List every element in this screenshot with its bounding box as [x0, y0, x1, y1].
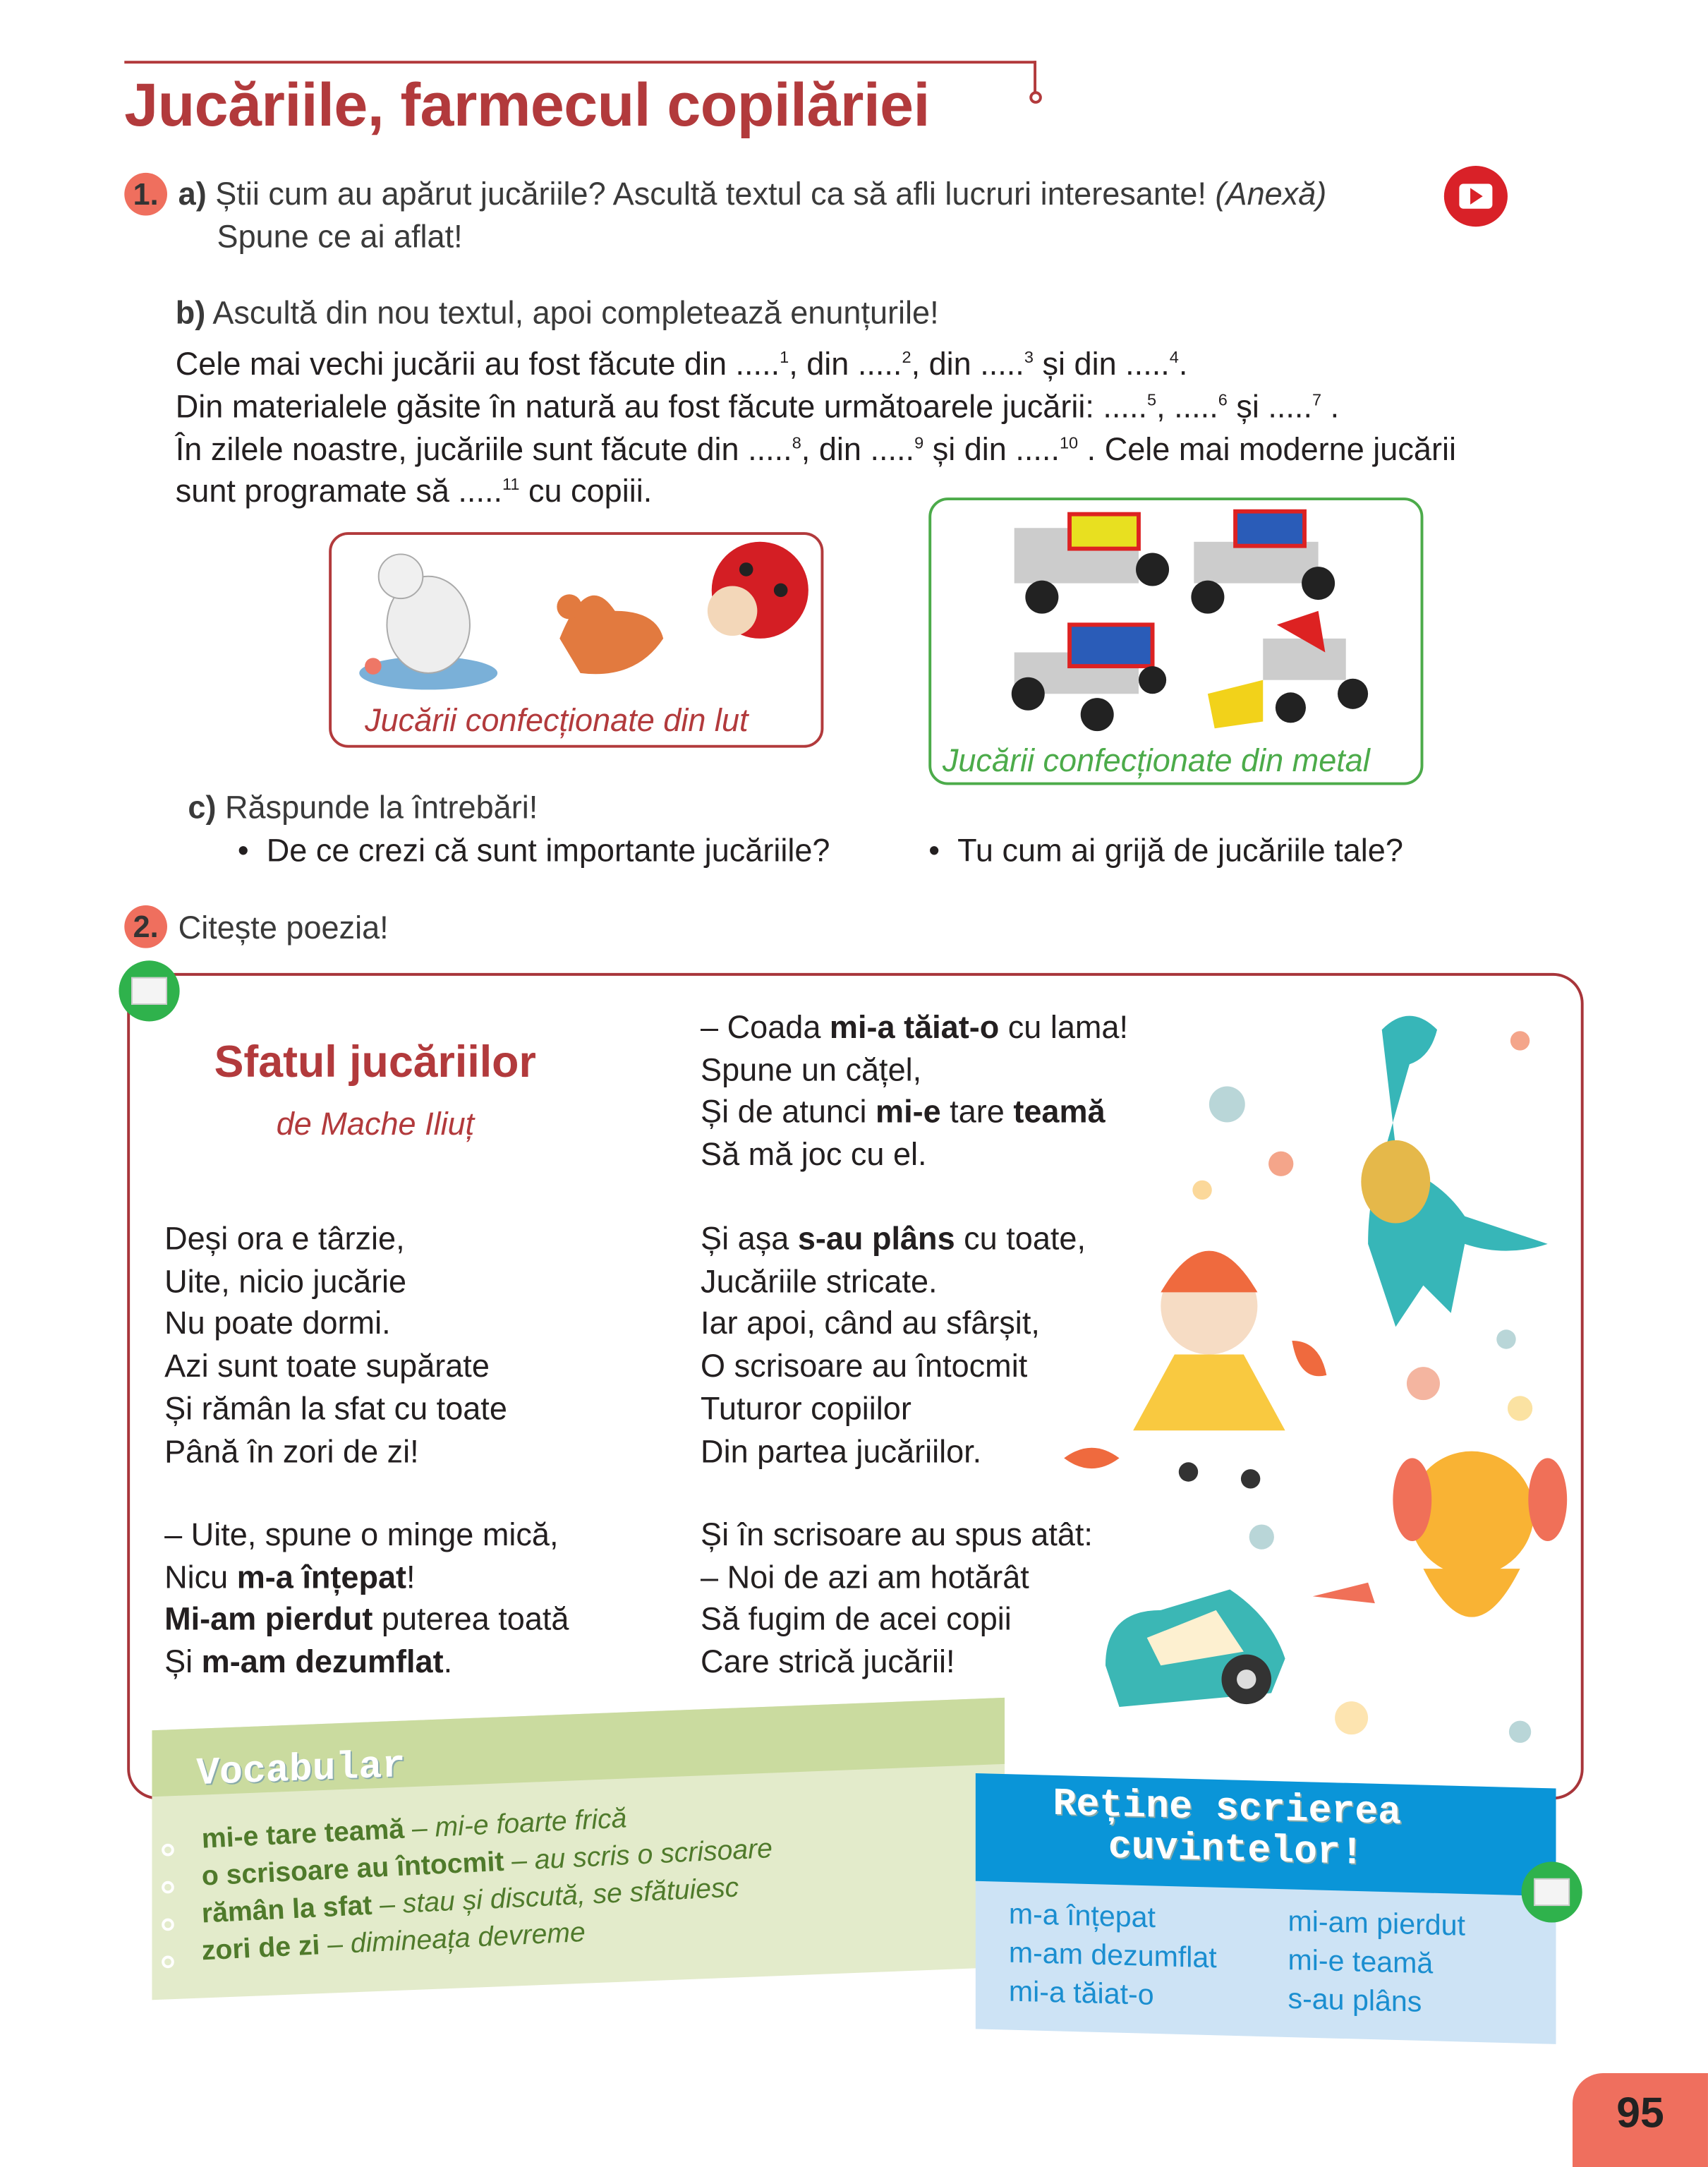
dash: – — [371, 1889, 404, 1921]
bullet-ring-icon — [162, 1956, 174, 1969]
text-segment: . — [1321, 388, 1340, 425]
blank-number: 11 — [502, 474, 520, 494]
text-segment: cu lama! — [999, 1008, 1129, 1045]
bold-phrase: mi-e — [876, 1094, 941, 1130]
exercise-1b-text: b) Ascultă din nou textul, apoi completează enunțurile! — [175, 294, 939, 331]
text-segment: tare — [940, 1094, 1014, 1130]
text-segment: Azi sunt toate supărate — [164, 1347, 490, 1384]
text-segment: Din partea jucăriilor. — [701, 1432, 982, 1469]
vocab-term: mi-e tare teamă — [200, 1814, 406, 1855]
text-segment: În zilele noastre, jucăriile sunt făcute din ..... — [175, 431, 792, 468]
blank-number: 3 — [1024, 347, 1034, 367]
play-audio-button[interactable] — [1444, 166, 1508, 227]
exercise-1c-text: c) Răspunde la întrebări! — [188, 789, 538, 826]
vocab-definition: mi-e foarte frică — [434, 1804, 628, 1844]
sentence-line — [176, 431, 1456, 469]
text-segment: Să fugim de acei copii — [701, 1600, 1012, 1637]
dash: – — [319, 1928, 351, 1962]
poem-line — [164, 1641, 452, 1683]
poem-line — [701, 1303, 1040, 1345]
metal-toys-caption: Jucării confecționate din metal — [942, 742, 1370, 778]
sentence-line — [176, 388, 1339, 425]
poem-line — [164, 1598, 569, 1641]
text-segment: Cele mai vechi jucării au fost făcute din ..... — [175, 345, 780, 382]
vocab-definition: dimineața devreme — [349, 1917, 586, 1960]
text-segment: – Uite, spune o minge mică, — [164, 1516, 559, 1552]
bold-phrase: Mi-am pierdut — [164, 1600, 373, 1637]
exercise-1-badge: 1. — [124, 173, 167, 216]
book-icon — [119, 960, 179, 1021]
text-segment: . — [1178, 345, 1188, 382]
text-segment: Uite, nicio jucărie — [164, 1262, 407, 1299]
text-segment: și din ..... — [923, 431, 1060, 468]
dash: – — [503, 1845, 535, 1878]
title-rule-dot — [1029, 91, 1042, 104]
vocab-definition: au scris o scrisoare — [533, 1833, 773, 1876]
exercise-1a-line2: Spune ce ai aflat! — [217, 218, 463, 255]
poem-line — [701, 1133, 927, 1176]
text-segment: – Coada — [701, 1008, 830, 1045]
spelling-word: m-am dezumflat — [1008, 1937, 1217, 1975]
text-segment: și din ..... — [1033, 345, 1170, 382]
text-segment: , din ..... — [801, 431, 915, 468]
toys-illustration — [1050, 988, 1575, 1762]
bullet-ring-icon — [162, 1919, 174, 1931]
poem-line — [701, 1598, 1012, 1641]
bold-phrase: s-au plâns — [797, 1220, 955, 1257]
exercise-2-text: Citește poezia! — [178, 909, 389, 946]
text-segment: Spune un cățel, — [701, 1051, 922, 1087]
clay-toys-caption: Jucării confecționate din lut — [365, 702, 749, 738]
metal-toys-image — [931, 500, 1420, 735]
blank-number: 1 — [780, 347, 789, 367]
poem-line — [164, 1430, 419, 1472]
text-segment: – Noi de azi am hotărât — [701, 1558, 1029, 1595]
spelling-word: mi-e teamă — [1288, 1944, 1434, 1981]
poem-line — [701, 1260, 937, 1303]
text-segment: , din ..... — [789, 345, 902, 382]
question-1: • De ce crezi că sunt importante jucăriile? — [237, 832, 830, 869]
poem-line — [164, 1303, 391, 1345]
metal-toys-box — [928, 497, 1423, 785]
poem-line — [164, 1345, 490, 1387]
text-segment: puterea toată — [373, 1600, 569, 1637]
text-segment: cu copiii. — [519, 472, 653, 509]
vocab-term: zori de zi — [200, 1930, 321, 1967]
poem-line — [164, 1556, 415, 1598]
spelling-word: m-a înțepat — [1008, 1898, 1156, 1935]
blank-number: 10 — [1059, 433, 1079, 453]
text-segment: , ..... — [1156, 388, 1218, 425]
spelling-word: mi-am pierdut — [1288, 1905, 1465, 1943]
question-2: • Tu cum ai grijă de jucăriile tale? — [928, 832, 1403, 869]
blank-number: 6 — [1218, 390, 1228, 410]
bold-phrase: m-am dezumflat — [201, 1643, 444, 1680]
blank-number: 2 — [902, 347, 911, 367]
spelling-title-line1: Reține scrierea — [1053, 1783, 1402, 1836]
text-segment: Care strică jucării! — [701, 1643, 955, 1680]
poem-line — [164, 1514, 558, 1556]
poem-line — [701, 1430, 981, 1472]
spelling-title-line2: cuvintelor! — [1108, 1826, 1364, 1876]
text-segment: Tuturor copiilor — [701, 1390, 911, 1426]
poem-line — [701, 1514, 1093, 1556]
poem-line — [701, 1345, 1027, 1387]
page-number: 95 — [1573, 2073, 1708, 2167]
spelling-word: mi-a tăiat-o — [1008, 1976, 1154, 2012]
text-segment: Să mă joc cu el. — [701, 1136, 927, 1173]
exercise-1a-text: a) Știi cum au apărut jucăriile? Ascultă textul ca să afli lucruri interesante! (Anexă) — [178, 175, 1327, 212]
text-segment: cu toate, — [955, 1220, 1086, 1257]
text-segment: și ..... — [1227, 388, 1312, 425]
blank-number: 5 — [1146, 390, 1157, 410]
vocabulary-title: Vocabular — [196, 1745, 406, 1797]
book-icon — [1522, 1861, 1582, 1922]
text-segment: Și așa — [701, 1220, 798, 1257]
vocab-term: o scrisoare au întocmit — [200, 1847, 505, 1893]
text-segment: . — [443, 1643, 453, 1680]
blank-number: 9 — [914, 433, 924, 453]
spelling-word: s-au plâns — [1288, 1983, 1422, 2019]
text-segment: Nicu — [164, 1558, 237, 1595]
poem-line — [701, 1049, 921, 1091]
text-segment: Iar apoi, când au sfârșit, — [701, 1305, 1040, 1341]
poem-line — [701, 1641, 955, 1683]
text-segment: Până în zori de zi! — [164, 1432, 419, 1469]
poem-line — [701, 1556, 1029, 1598]
poem-line — [164, 1387, 507, 1430]
vocab-term: rămân la sfat — [200, 1890, 373, 1930]
poem-line — [164, 1260, 406, 1303]
vocab-definition: stau și discută, se sfătuiesc — [401, 1873, 740, 1920]
spelling-panel — [976, 1773, 1556, 2044]
text-segment: Și rămân la sfat cu toate — [164, 1390, 507, 1426]
play-icon — [1459, 184, 1492, 209]
sentence-line — [176, 473, 652, 510]
blank-number: 7 — [1312, 390, 1322, 410]
text-segment: Din materialele găsite în natură au fost făcute următoarele jucării: ..... — [175, 388, 1147, 425]
text-segment: Deși ora e târzie, — [164, 1220, 405, 1257]
poem-line — [701, 1387, 911, 1430]
sentence-line — [176, 346, 1188, 383]
text-segment: O scrisoare au întocmit — [701, 1347, 1028, 1384]
text-segment: sunt programate să ..... — [175, 472, 503, 509]
bold-phrase: mi-a tăiat-o — [829, 1008, 1000, 1045]
page-title: Jucăriile, farmecul copilăriei — [124, 71, 930, 140]
poem-author: de Mache Iliuț — [276, 1105, 475, 1142]
text-segment: Și — [164, 1643, 202, 1680]
text-segment: Nu poate dormi. — [164, 1305, 391, 1341]
poem-title: Sfatul jucăriilor — [214, 1037, 536, 1087]
clay-toys-image — [332, 535, 820, 701]
poem-line — [164, 1218, 405, 1260]
text-segment: Și de atunci — [701, 1094, 876, 1130]
text-segment: Și în scrisoare au spus atât: — [701, 1516, 1093, 1552]
blank-number: 8 — [792, 433, 801, 453]
blank-number: 4 — [1169, 347, 1179, 367]
bullet-ring-icon — [162, 1881, 174, 1894]
dash: – — [403, 1813, 436, 1845]
text-segment: ! — [406, 1558, 416, 1595]
bold-phrase: teamă — [1013, 1094, 1106, 1130]
text-segment: , din ..... — [911, 345, 1024, 382]
clay-toys-box — [329, 532, 823, 748]
exercise-2-badge: 2. — [124, 905, 167, 948]
poem-line — [701, 1091, 1106, 1133]
text-segment: . Cele mai moderne jucării — [1078, 431, 1456, 468]
bullet-ring-icon — [162, 1844, 174, 1857]
bold-phrase: m-a înțepat — [236, 1558, 407, 1595]
text-segment: Jucăriile stricate. — [701, 1262, 938, 1299]
poem-line — [701, 1218, 1086, 1260]
